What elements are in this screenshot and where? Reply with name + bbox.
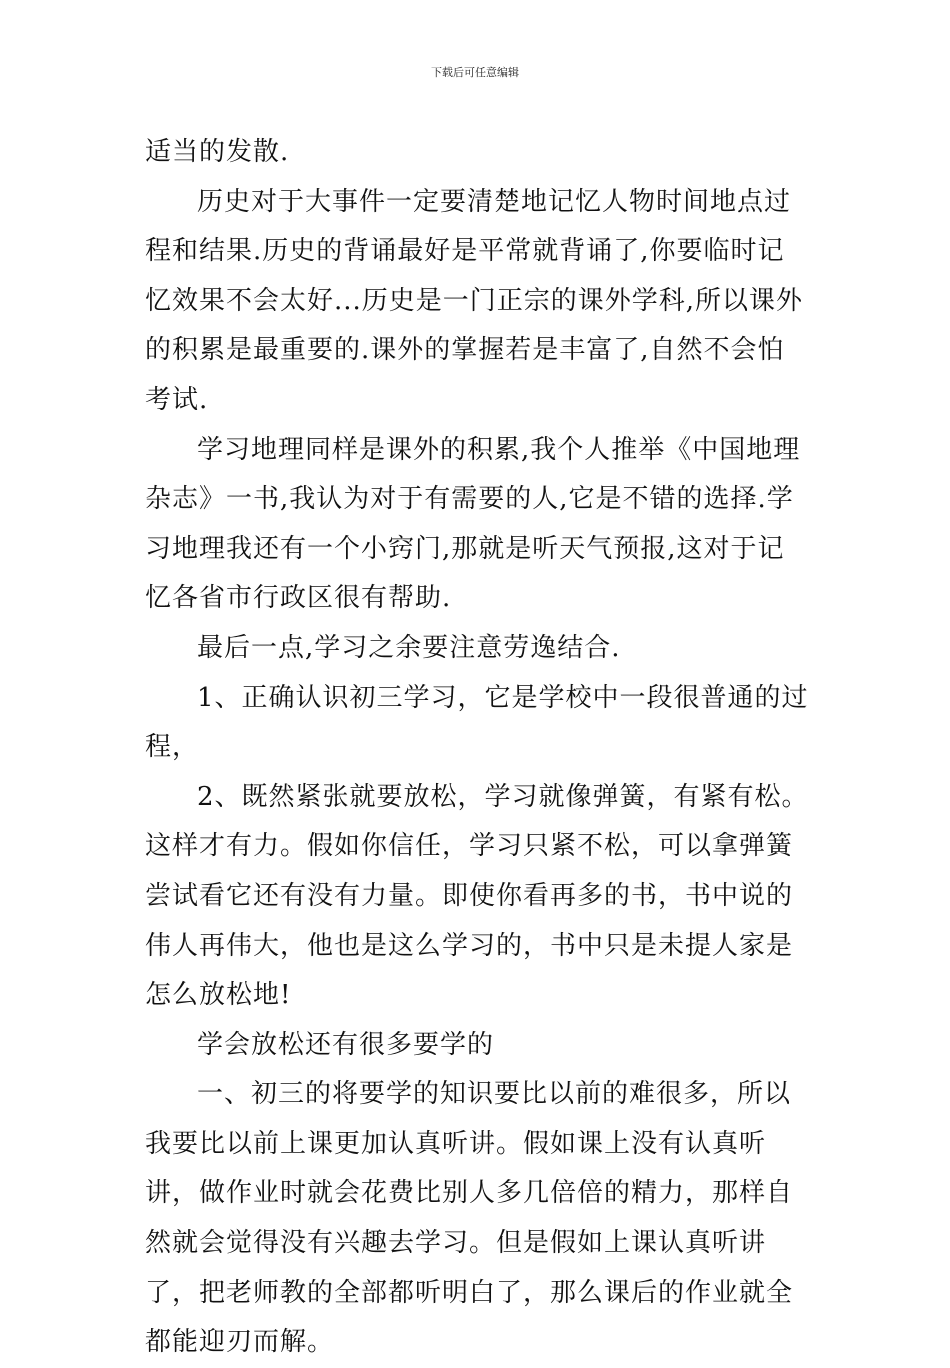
paragraph-point-1: 1、正确认识初三学习，它是学校中一段很普通的过程， — [145, 682, 809, 763]
paragraph-geography: 学习地理同样是课外的积累,我个人推举《中国地理杂志》一书,我认为对于有需要的人,它是不错的选择.学习地理我还有一个小窍门,那就是听天气预报,这对于记忆各省市行政区很有帮助. — [145, 434, 801, 614]
page-header: 下载后可任意编辑 — [431, 66, 519, 79]
document-body — [145, 128, 810, 1368]
paragraph-relax-heading: 学会放松还有很多要学的 — [197, 1029, 495, 1060]
paragraph-point-2: 2、既然紧张就要放松，学习就像弹簧，有紧有松。这样才有力。假如你信任，学习只紧不松，可以拿弹簧尝试看它还有没有力量。即使你看再多的书，书中说的伟人再伟大，他也是这么学习的，书中只是未提人家是怎么放松地! — [145, 781, 809, 1011]
paragraph-continuation: 适当的发散. — [145, 137, 290, 167]
paragraph-section-one: 一、初三的将要学的知识要比以前的难很多，所以我要比以前上课更加认真听讲。假如课上没有认真听讲，做作业时就会花费比别人多几倍倍的精力，那样自然就会觉得没有兴趣去学习。但是假如上课认真听讲了，把老师教的全部都听明白了，那么课后的作业就全都能迎刃而解。 — [145, 1079, 794, 1358]
paragraph-rest-balance: 最后一点,学习之余要注意劳逸结合. — [197, 632, 621, 663]
paragraph-history: 历史对于大事件一定要清楚地记忆人物时间地点过程和结果.历史的背诵最好是平常就背诵了,你要临时记忆效果不会太好...历史是一门正宗的课外学科,所以课外的积累是最重要的.课外的掌握若是丰富了,自然不会怕考试. — [145, 186, 804, 415]
